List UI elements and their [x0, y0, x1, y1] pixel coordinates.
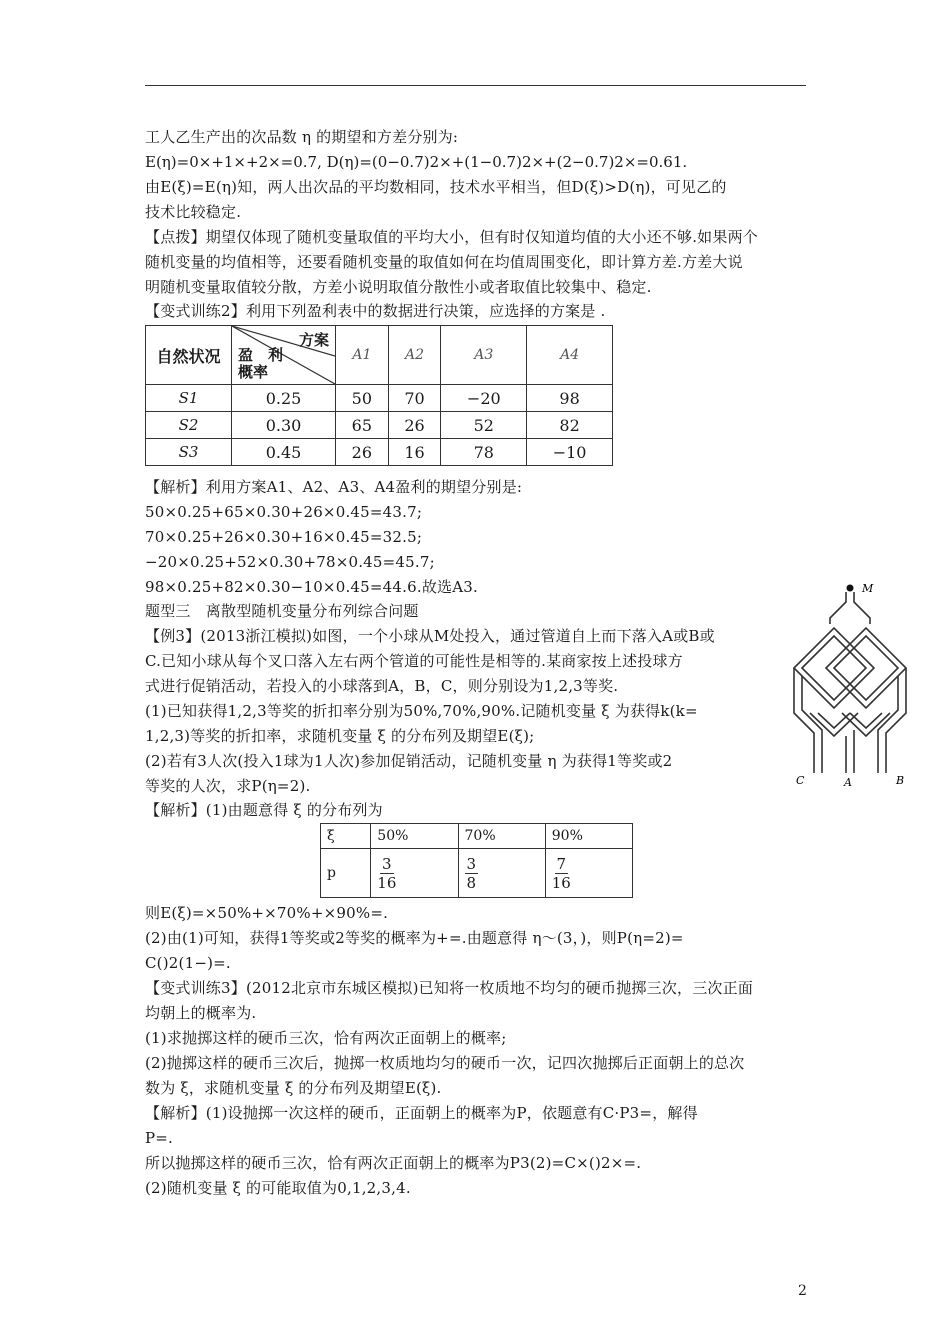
fraction-cell: [371, 849, 458, 898]
label-c: C: [796, 774, 805, 787]
text-line: P=.: [145, 1129, 174, 1147]
label-m: M: [862, 582, 874, 595]
numerator: 3: [382, 854, 392, 873]
value-cell: 52: [441, 412, 527, 439]
corner-mid-label: 盈 利: [238, 346, 284, 364]
label-a: A: [844, 776, 852, 788]
table-header-row: [146, 326, 613, 385]
state-cell: S3: [146, 439, 232, 466]
header-rule: [145, 85, 806, 86]
denominator: 8: [466, 873, 477, 892]
table-row: [146, 412, 613, 439]
maze-pipe: [830, 592, 846, 624]
text-line: 明随机变量取值较分散，方差小说明取值分散性小或者取值比较集中、稳定.: [145, 278, 652, 296]
state-cell: S2: [146, 412, 232, 439]
column-header: A3: [441, 326, 527, 385]
maze-pipe: [886, 668, 906, 773]
value-cell: 78: [441, 439, 527, 466]
text-line: 50×0.25+65×0.30+26×0.45=43.7;: [145, 503, 423, 521]
numerator: 7: [556, 854, 567, 873]
column-header: A2: [388, 326, 441, 385]
pipe-maze-diagram: [790, 578, 920, 788]
value-cell: 82: [527, 412, 613, 439]
text-line: 【变式训练2】利用下列盈利表中的数据进行决策，应选择的方案是 .: [145, 302, 606, 320]
text-line: 98×0.25+82×0.30−10×0.45=44.6.故选A3.: [145, 578, 478, 596]
text-line: 【解析】利用方案A1、A2、A3、A4盈利的期望分别是:: [145, 478, 523, 496]
text-line: 70×0.25+26×0.30+16×0.45=32.5;: [145, 528, 423, 546]
value-cell: 26: [388, 412, 441, 439]
page-number: 2: [798, 1283, 807, 1299]
distribution-table: [320, 823, 633, 898]
value-cell: −10: [527, 439, 613, 466]
text-line: −20×0.25+52×0.30+78×0.45=45.7;: [145, 553, 435, 571]
text-line: (2)抛掷这样的硬币三次后，抛掷一枚质地均匀的硬币一次，记四次抛掷后正面朝上的总次: [145, 1054, 745, 1072]
table-row: [321, 849, 633, 898]
maze-pipe: [854, 592, 870, 624]
maze-pipe: [794, 668, 814, 773]
label-b: B: [896, 774, 905, 787]
numerator: 3: [466, 854, 477, 873]
text-line: 式进行促销活动，若投入的小球落到A，B，C，则分别设为1,2,3等奖.: [145, 677, 619, 695]
text-line: C.已知小球从每个叉口落入左右两个管道的可能性是相等的.某商家按上述投球方: [145, 652, 683, 670]
text-line: 【点拨】期望仅体现了随机变量取值的平均大小，但有时仅知道均值的大小还不够.如果两个: [145, 228, 758, 246]
state-cell: S1: [146, 385, 232, 412]
value-cell: 70%: [458, 824, 545, 849]
text-line: E(η)=0×+1×+2×=0.7, D(η)=(0−0.7)2×+(1−0.7)2×+(2−0.7)2×=0.61.: [145, 153, 688, 171]
text-line: C()2(1−)=.: [145, 954, 231, 972]
prob-cell: 0.25: [232, 385, 336, 412]
value-cell: 50%: [371, 824, 458, 849]
text-line: 【解析】(1)设抛掷一次这样的硬币，正面朝上的概率为P，依题意有C·P3=，解得: [145, 1104, 698, 1122]
table-row: [146, 439, 613, 466]
value-cell: 50: [336, 385, 389, 412]
section-heading: 题型三 离散型随机变量分布列综合问题: [145, 602, 419, 620]
column-header: A4: [527, 326, 613, 385]
text-line: (2)由(1)可知，获得1等奖或2等奖的概率为+=.由题意得 η～(3，)，则P(η=2)=: [145, 929, 684, 947]
text-line: 工人乙生产出的次品数 η 的期望和方差分别为:: [145, 128, 459, 146]
text-line: 随机变量的均值相等，还要看随机变量的取值如何在均值周围变化，即计算方差.方差大说: [145, 253, 743, 271]
row-label: ξ: [321, 824, 371, 849]
fraction: [377, 855, 396, 892]
column-header: A1: [336, 326, 389, 385]
table-row: [321, 824, 633, 849]
text-line: 【解析】(1)由题意得 ξ 的分布列为: [145, 801, 383, 819]
value-cell: −20: [441, 385, 527, 412]
text-line: 1,2,3)等奖的折扣率，求随机变量 ξ 的分布列及期望E(ξ);: [145, 727, 535, 745]
value-cell: 70: [388, 385, 441, 412]
ball-drop-point: [847, 585, 854, 592]
text-line: (2)若有3人次(投入1球为1人次)参加促销活动，记随机变量 η 为获得1等奖或2: [145, 752, 673, 770]
text-line: (1)求抛掷这样的硬币三次，恰有两次正面朝上的概率;: [145, 1029, 507, 1047]
prob-cell: 0.30: [232, 412, 336, 439]
prob-cell: 0.45: [232, 439, 336, 466]
denominator: 16: [551, 873, 571, 892]
text-line: 等奖的人次，求P(η=2).: [145, 777, 311, 795]
row-label: p: [321, 849, 371, 898]
value-cell: 16: [388, 439, 441, 466]
denominator: 16: [377, 873, 397, 892]
text-line: 均朝上的概率为.: [145, 1004, 257, 1022]
fraction-cell: [458, 849, 545, 898]
corner-bottom-label: 概率: [238, 363, 269, 381]
text-line: 则E(ξ)=×50%+×70%+×90%=.: [145, 904, 389, 922]
text-line: 【变式训练3】(2012北京市东城区模拟)已知将一枚质地不均匀的硬币抛掷三次，三次正面: [145, 979, 754, 997]
text-line: (1)已知获得1,2,3等奖的折扣率分别为50%,70%,90%.记随机变量 ξ 为获得k(k=: [145, 702, 698, 720]
corner-row-label: 自然状况: [146, 326, 232, 385]
value-cell: 26: [336, 439, 389, 466]
value-cell: 90%: [545, 824, 632, 849]
value-cell: 65: [336, 412, 389, 439]
profit-table: [145, 325, 613, 466]
text-line: 数为 ξ，求随机变量 ξ 的分布列及期望E(ξ).: [145, 1079, 442, 1097]
text-line: 【例3】(2013浙江模拟)如图，一个小球从M处投入，通过管道自上而下落入A或B或: [145, 627, 715, 645]
fraction: [552, 855, 571, 892]
fraction-cell: [545, 849, 632, 898]
fraction: [465, 855, 479, 892]
text-line: (2)随机变量 ξ 的可能取值为0,1,2,3,4.: [145, 1179, 411, 1197]
table-row: [146, 385, 613, 412]
corner-top-label: 方案: [298, 331, 329, 349]
text-line: 由E(ξ)=E(η)知，两人出次品的平均数相同，技术水平相当，但D(ξ)>D(η)，可见乙的: [145, 178, 727, 196]
value-cell: 98: [527, 385, 613, 412]
diagonal-header-cell: [232, 326, 336, 385]
text-line: 所以抛掷这样的硬币三次，恰有两次正面朝上的概率为P3(2)=C×()2×=.: [145, 1154, 642, 1172]
text-line: 技术比较稳定.: [145, 203, 242, 221]
